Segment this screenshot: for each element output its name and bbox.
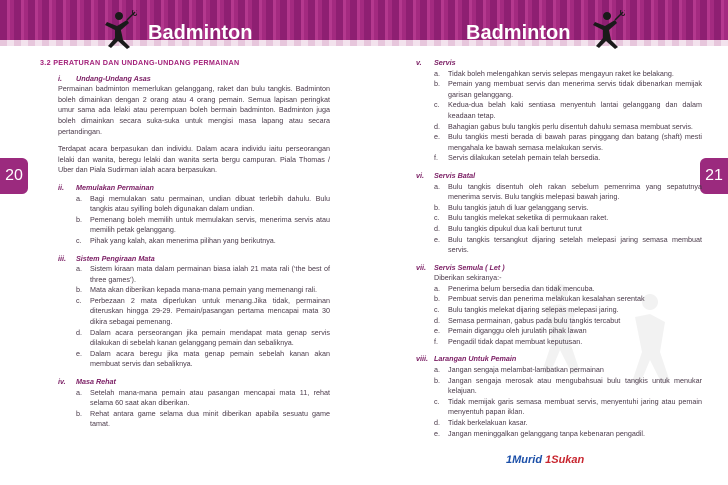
heading-viii: viii. Larangan Untuk Pemain [416, 354, 517, 364]
list-item: b. Mata akan diberikan kepada mana-mana pemain yang memenangi rali. [76, 285, 317, 295]
list-item: e. Pemain diganggu oleh jurulatih pihak lawan [434, 326, 587, 336]
paragraph-1: Permainan badminton memerlukan gelanggang, raket dan bulu tangkis. Badminton boleh dimainkan dengan 2 orang atau 4 orang pemain. Semua lapisan peringkat umur sama ada lelaki atau perempuan boleh bermain badminton. Badminton juga boleh dimainkan secara suka-suka untuk mengisi masa lapang atau secara pertandingan. [58, 84, 330, 136]
badminton-player-icon [585, 10, 625, 50]
list-item: f. Servis dilakukan setelah pemain telah bersedia. [434, 153, 601, 163]
list-item: f. Pengadil tidak dapat membuat keputusan. [434, 336, 583, 346]
list-item: c. Perbezaan 2 mata diperlukan untuk menang.Jika tidak, permainan diteruskan hingga 29-29. Pemain/pasangan pertama mencapai mata 30 dikira sebagai pemenang. [76, 295, 330, 327]
heading-vi: vi. Servis Batal [416, 170, 476, 180]
list-item: c. Bulu tangkis melekat dijaring selepas melepasi jaring. [434, 305, 619, 315]
list-item: a. Bagi memulakan satu permainan, undian dibuat terlebih dahulu. Bulu tangkis atau syilling boleh digunakan dalam undian. [76, 193, 330, 214]
list-item: d. Dalam acara perseorangan jika pemain mendapat mata genap servis dilakukan di sebelah kanan gelanggang pemain dan sebaliknya. [76, 327, 330, 348]
list-item: a. Tidak boleh melengahkan servis selepas mengayun raket ke belakang. [434, 68, 674, 78]
paragraph-2: Terdapat acara berpasukan dan individu. Dalam acara individu iaitu perseorangan lelaki dan wanita, beregu lelaki dan wanita serta bergu campuran. Piala Thomas / Uber dan Piala Sudirman ialah acara berpasukan. [58, 144, 330, 175]
list-item: b. Pembuat servis dan penerima melakukan kesalahan serentak [434, 294, 645, 304]
list-item: d. Semasa permainan, gabus pada bulu tangkis tercabut [434, 315, 621, 325]
list-item: b. Pemain yang membuat servis dan menerima servis tidak dibenarkan memijak garisan gelanggang. [434, 79, 702, 99]
list-item: b. Bulu tangkis jatuh di luar gelanggang servis. [434, 202, 589, 212]
heading-vii: vii. Servis Semula ( Let ) [416, 262, 505, 272]
right-column [416, 58, 702, 439]
page-title-right: Badminton [466, 22, 571, 44]
list-item: e. Bulu tangkis tersangkut dijaring setelah melepasi jaring semasa membuat servis. [434, 234, 702, 255]
intro-text: Diberikan sekiranya:- [434, 273, 502, 283]
footer-logo: 1Murid 1Sukan [506, 454, 585, 466]
list-item: d. Bulu tangkis dipukul dua kali berturut turut [434, 223, 582, 233]
list-item: e. Dalam acara beregu jika mata genap pemain sebelah kanan akan membuat servis dan sebaliknya. [76, 348, 330, 369]
heading-ii: ii. Memulakan Permainan [58, 182, 154, 192]
list-item: d. Bahagian gabus bulu tangkis perlu disentuh dahulu semasa membuat servis. [434, 121, 693, 131]
list-item: a. Jangan sengaja melambat-lambatkan permainan [434, 365, 604, 375]
list-item: c. Tidak memijak garis semasa membuat servis, menyentuhi jaring atau pemain menyentuh papan iklan. [434, 396, 702, 417]
page-number-left: 20 [0, 158, 28, 194]
section-title: 3.2 PERATURAN DAN UNDANG-UNDANG PERMAINAN [40, 58, 240, 67]
heading-i: i. Undang-Undang Asas [58, 73, 151, 83]
heading-iii: iii. Sistem Pengiraan Mata [58, 253, 155, 263]
list-item: e. Bulu tangkis mesti berada di bawah paras pinggang dan batang (shaft) mesti mengahala ke bawah semasa melakukan servis. [434, 132, 702, 152]
page-number-right: 21 [700, 158, 728, 194]
list-item: d. Tidak berkelakuan kasar. [434, 418, 528, 427]
list-item: c. Pihak yang kalah, akan menerima pilihan yang berikutnya. [76, 235, 276, 245]
list-item: a. Bulu tangkis disentuh oleh rakan sebelum pemenrima yang sepatutnya menerima servis. Bulu tangkis melepasi bawah jaring. [434, 181, 702, 202]
list-item: c. Kedua-dua belah kaki sentiasa menyentuh lantai gelanggang dan dalam keadaan tetap. [434, 100, 702, 120]
list-item: b. Jangan sengaja merosak atau mengubahsuai bulu tangkis untuk menukar kelajuan. [434, 375, 702, 396]
list-item: b. Pemenang boleh memilih untuk memulakan servis, menerima servis atau memilih petak gelanggang. [76, 214, 330, 235]
heading-iv: iv. Masa Rehat [58, 377, 116, 387]
left-column [40, 58, 330, 430]
list-item: e. Jangan meninggalkan gelanggang tanpa kebenaran pengadil. [434, 428, 646, 438]
list-item: b. Rehat antara game selama dua minit diberikan apabila sesuatu game tamat. [76, 408, 330, 429]
list-item: a. Sistem kiraan mata dalam permainan biasa ialah 21 mata rali (‘the best of three games’). [76, 264, 330, 284]
list-item: a. Penerima belum bersedia dan tidak mencuba. [434, 283, 595, 293]
page-title-left: Badminton [148, 22, 253, 44]
badminton-player-icon [97, 10, 137, 50]
heading-v: v. Servis [416, 58, 456, 67]
list-item: a. Setelah mana-mana pemain atau pasangan mencapai mata 11, rehat selama 60 saat akan diberikan. [76, 387, 330, 408]
list-item: c. Bulu tangkis melekat seketika di permukaan raket. [434, 213, 609, 223]
